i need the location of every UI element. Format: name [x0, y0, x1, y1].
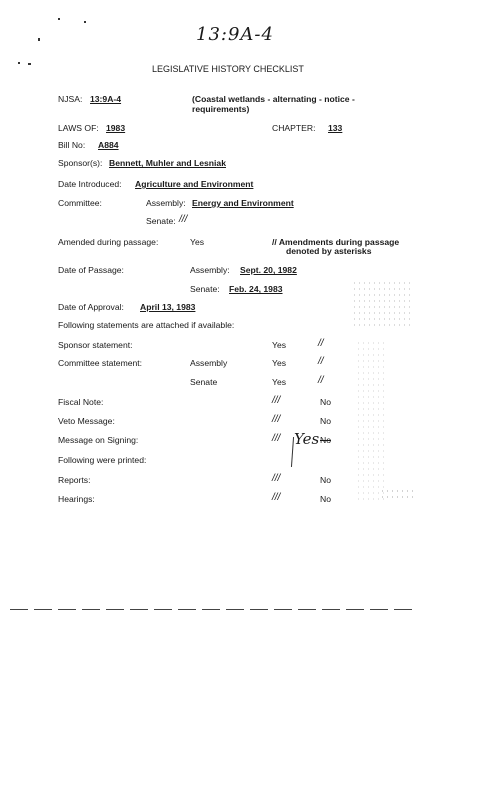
amended-note-line2: denoted by asterisks — [286, 246, 372, 256]
njsa-description: (Coastal wetlands - alternating - notice - requirements) — [192, 94, 355, 114]
sponsor-statement-yes: Yes — [272, 340, 287, 350]
committee-statement-assembly-yes: Yes — [272, 358, 287, 368]
scan-speck — [28, 63, 31, 65]
following-attached: Following statements are attached if available: — [58, 320, 235, 330]
reports-mark: /// — [272, 473, 281, 484]
handwritten-stroke — [291, 437, 294, 467]
date-introduced-label: Date Introduced: — [58, 179, 122, 189]
amended-label: Amended during passage: — [58, 237, 159, 247]
amended-note-line1: // Amendments during passage — [272, 237, 400, 247]
fiscal-note-no: No — [320, 397, 331, 407]
committee-statement-senate-yes: Yes — [272, 377, 287, 387]
veto-message-label: Veto Message: — [58, 416, 115, 426]
approval-label: Date of Approval: — [58, 302, 124, 312]
reports-no: No — [320, 475, 331, 485]
scan-noise — [356, 340, 386, 500]
committee-statement-senate-mark: // — [318, 375, 324, 386]
committee-statement-assembly-mark: // — [318, 356, 324, 367]
sponsors-value: Bennett, Muhler and Lesniak — [109, 158, 226, 168]
passage-assembly-label: Assembly: — [190, 265, 230, 275]
hearings-no: No — [320, 494, 331, 504]
message-signing-mark: /// — [272, 433, 281, 444]
hearings-mark: /// — [272, 492, 281, 503]
veto-message-mark: /// — [272, 414, 281, 425]
handwritten-yes: Yes — [294, 430, 320, 448]
scan-speck — [84, 21, 86, 23]
committee-senate-label: Senate: — [146, 216, 176, 226]
laws-of-value: 1983 — [106, 123, 126, 133]
passage-assembly-value: Sept. 20, 1982 — [240, 265, 297, 275]
committee-statement-senate-label: Senate — [190, 377, 218, 387]
scan-speck — [58, 18, 60, 20]
bill-no-value: A884 — [98, 140, 119, 150]
committee-assembly-value: Energy and Environment — [192, 198, 294, 208]
sponsors-label: Sponsor(s): — [58, 158, 103, 168]
njsa-label: NJSA: — [58, 94, 83, 104]
scan-noise — [352, 280, 412, 330]
committee-senate-value: /// — [179, 214, 188, 225]
scan-noise — [380, 488, 416, 502]
passage-label: Date of Passage: — [58, 265, 124, 275]
committee-statement-label: Committee statement: — [58, 358, 143, 368]
following-printed: Following were printed: — [58, 455, 147, 465]
approval-value: April 13, 1983 — [140, 302, 196, 312]
committee-assembly-label: Assembly: — [146, 198, 186, 208]
page-title: LEGISLATIVE HISTORY CHECKLIST — [152, 64, 304, 74]
scan-speck — [18, 62, 20, 64]
message-signing-no: No — [320, 435, 331, 445]
hearings-label: Hearings: — [58, 494, 95, 504]
fiscal-note-label: Fiscal Note: — [58, 397, 104, 407]
committee-label: Committee: — [58, 198, 102, 208]
reports-label: Reports: — [58, 475, 91, 485]
njsa-value: 13:9A-4 — [90, 94, 122, 104]
dashed-divider — [10, 609, 412, 610]
bill-no-label: Bill No: — [58, 140, 86, 150]
handwritten-number: 13:9A-4 — [196, 24, 274, 45]
sponsor-statement-mark: // — [318, 338, 324, 349]
date-introduced-value: Agriculture and Environment — [135, 179, 254, 189]
chapter-value: 133 — [328, 123, 343, 133]
fiscal-note-mark: /// — [272, 395, 281, 406]
passage-senate-label: Senate: — [190, 284, 220, 294]
veto-message-no: No — [320, 416, 331, 426]
scan-speck — [38, 38, 40, 41]
chapter-label: CHAPTER: — [272, 123, 316, 133]
message-signing-label: Message on Signing: — [58, 435, 139, 445]
laws-of-label: LAWS OF: — [58, 123, 99, 133]
passage-senate-value: Feb. 24, 1983 — [229, 284, 283, 294]
amended-value: Yes — [190, 237, 205, 247]
sponsor-statement-label: Sponsor statement: — [58, 340, 133, 350]
committee-statement-assembly-label: Assembly — [190, 358, 228, 368]
